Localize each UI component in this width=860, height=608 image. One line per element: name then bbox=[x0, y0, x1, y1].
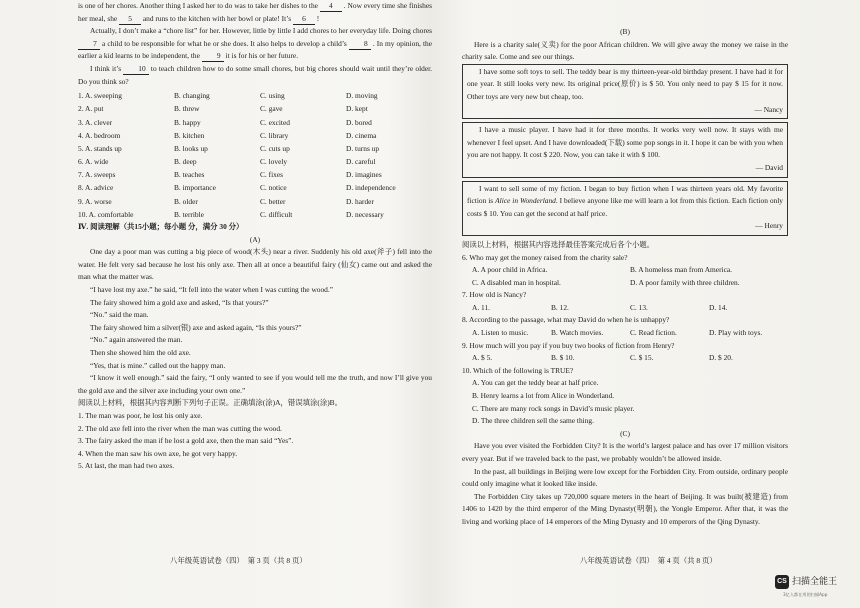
option-row-8: 8. A. advice B. importance C. notice D. independence bbox=[78, 183, 396, 193]
blank-10: 10 bbox=[123, 64, 148, 75]
cloze-paragraph-3: I think it’s 10 to teach children how to do some small chores, but big chores should wait until they’re older. Do you think so? bbox=[78, 63, 432, 86]
section-title-reading: Ⅳ. 阅读理解（共15小题；每小题 分，满分 30 分） bbox=[78, 222, 244, 232]
passage-c-paragraph-2: In the past, all buildings in Beijing were low except for the Forbidden City. From outside, ordinary people could only imagine what it looked like inside. bbox=[462, 466, 788, 489]
cloze-paragraph-1: is one of her chores. Another thing I asked her to do was to take her dishes to the 4 . Now every time she finishes her meal, she 5 and runs to the kitchen with her bowl or plate! It’s 6 ! bbox=[78, 1, 432, 23]
passage-c-paragraph-1: Have you ever visited the Forbidden City? It is the world’s largest palace and has over 17 million visitors every year. But if we traveled back to the past, we probably wouldn’t be allowed inside. bbox=[462, 441, 788, 463]
ad-nancy bbox=[462, 64, 788, 119]
ad-david bbox=[462, 122, 788, 177]
story-paragraph-8: “Yes, that is mine.” called out the happy man. bbox=[90, 360, 226, 370]
page-footer-right: 八年级英语试卷（四） 第 4 页（共 8 页） bbox=[580, 556, 717, 565]
ad-henry bbox=[462, 181, 788, 236]
tf-question-5: 5. At last, the man had two axes. bbox=[78, 461, 175, 471]
option-10-a: A. You can get the teddy bear at half price. bbox=[472, 378, 599, 388]
question-6: 6. Who may get the money raised from the charity sale? bbox=[462, 252, 628, 262]
ad-text: I have a music player. I have had it for three months. It works very well now. It stays with me whenever I feel upset. And I have downloaded(下载) some pop songs in it. I hope it can be with you when you are not happy. It cost $ 220. Now, you can take it with $ 100. bbox=[467, 125, 783, 160]
charity-intro: Here is a charity sale(义卖) for the poor African children. We will give away the money we raise in the charity sale. Come and see our things. bbox=[462, 39, 788, 62]
option-row-1: 1. A. sweeping B. changing C. using D. moving bbox=[78, 91, 378, 101]
question-8: 8. According to the passage, what may David do when he is unhappy? bbox=[462, 315, 670, 325]
options-9: A. $ 5. B. $ 10. C. $ 15. D. $ 20. bbox=[472, 353, 733, 363]
blank-4: 4 bbox=[320, 1, 342, 12]
option-row-2: 2. A. put B. threw C. gave D. kept bbox=[78, 104, 368, 114]
ad-signature: — Henry bbox=[755, 221, 783, 231]
question-10: 10. Which of the following is TRUE? bbox=[462, 365, 574, 375]
blank-8: 8 bbox=[349, 39, 371, 50]
story-paragraph-2: “I have lost my axe.” he said, “It fell into the water when I was cutting the wood.” bbox=[90, 285, 333, 294]
page-4 bbox=[462, 0, 788, 560]
tf-question-1: 1. The man was poor, he lost his only axe. bbox=[78, 410, 203, 420]
story-paragraph-4: “No.” said the man. bbox=[90, 310, 149, 320]
option-10-d: D. The three children sell the same thing. bbox=[472, 416, 594, 426]
story-paragraph-7: Then she showed him the old axe. bbox=[90, 347, 191, 357]
question-9: 9. How much will you pay if you buy two books of fiction from Henry? bbox=[462, 340, 675, 350]
story-paragraph-5: The fairy showed him a silver(银) axe and asked again, “Is this yours?” bbox=[90, 322, 302, 332]
blank-6: 6 bbox=[293, 14, 315, 25]
ad-signature: — Nancy bbox=[754, 104, 783, 114]
watermark-app-name: 扫描全能王 bbox=[792, 577, 838, 587]
option-row-10: 10. A. comfortable B. terrible C. difficult D. necessary bbox=[78, 209, 384, 219]
story-paragraph-9: “I know it well enough.” said the fairy, “I only wanted to see if you would tell me the truth, and now I’ll give you the gold axe and the silver axe including your own one.” bbox=[78, 373, 432, 395]
question-7: 7. How old is Nancy? bbox=[462, 290, 527, 300]
page-3 bbox=[78, 0, 432, 560]
options-6-row-1: A. A poor child in Africa. B. A homeless man from America. bbox=[472, 265, 733, 275]
section-label-c: (C) bbox=[620, 428, 630, 438]
ad-text: I want to sell some of my fiction. I began to buy fiction when I was thirteen years old. My favorite fiction is Alice in Wonderland. I believe anyone like me will learn a lot from this fiction. Each fiction only costs $ 10. You can get the second at half price. bbox=[467, 183, 783, 218]
story-paragraph-3: The fairy showed him a gold axe and asked, “Is that yours?” bbox=[90, 297, 269, 307]
option-row-3: 3. A. clever B. happy C. excited D. bored bbox=[78, 117, 372, 127]
options-7: A. 11. B. 12. C. 13. D. 14. bbox=[472, 302, 728, 312]
passage-c-paragraph-3: The Forbidden City takes up 720,000 square meters in the heart of Beijing. It was built(被建造) from 1406 to 1420 by the third emperor of the Ming Dynasty(明朝), the Yongle Emperor. After that, it was the living and working place of 14 emperors of the Ming Dynasty and 10 emperors of the Qing Dynasty. bbox=[462, 491, 788, 526]
cloze-paragraph-2: Actually, I don’t make a “chore list” for her. However, little by little I add chores to her everyday life. Doing chores 7 a child to be responsible for what he or she does. It also helps to develop a child’s 8 . In my opinion, the earlier a kid learns to be independent, the 9 it is for his or her future. bbox=[78, 26, 432, 61]
ad-signature: — David bbox=[755, 162, 783, 172]
cloze-options bbox=[78, 89, 432, 221]
story-paragraph-1: One day a poor man was cutting a big piece of wood(木头) near a river. Suddenly his old axe(斧子) fell into the water. He felt very sad because he lost his only axe. Then all at once a beautiful fairy (仙女) came out and asked the man what the matter was. bbox=[78, 247, 432, 282]
option-10-b: B. Henry learns a lot from Alice in Wonderland. bbox=[472, 391, 615, 401]
option-row-7: 7. A. sweeps B. teaches C. fixes D. imagines bbox=[78, 170, 382, 180]
section-label-a: (A) bbox=[249, 234, 261, 244]
book-title: Alice in Wonderland bbox=[495, 196, 556, 206]
ad-text: I have some soft toys to sell. The teddy bear is my thirteen-year-old birthday present. I have had it for one year. It still looks very new. Its original price(原价) is $ 50. You only need to pay $ 15 for it now. Other toys are very new but cheap, too. bbox=[467, 66, 783, 101]
options-6-row-2: C. A disabled man in hospital. D. A poor family with three children. bbox=[472, 277, 740, 287]
page-footer-left: 八年级英语试卷（四） 第 3 页（共 8 页） bbox=[170, 556, 307, 565]
options-8: A. Listen to music. B. Watch movies. C. Read fiction. D. Play with toys. bbox=[472, 328, 763, 338]
option-row-9: 9. A. worse B. older C. better D. harder bbox=[78, 196, 374, 206]
watermark-tagline: 3亿人都在用的扫描App bbox=[783, 592, 828, 597]
blank-9: 9 bbox=[202, 51, 224, 62]
option-row-5: 5. A. stands up B. looks up C. cuts up D. turns up bbox=[78, 143, 380, 153]
tf-question-2: 2. The old axe fell into the river when the man was cutting the wood. bbox=[78, 423, 282, 433]
blank-5: 5 bbox=[119, 14, 141, 25]
tf-question-4: 4. When the man saw his own axe, he got very happy. bbox=[78, 448, 238, 458]
option-10-c: C. There are many rock songs in David’s music player. bbox=[472, 403, 635, 413]
camscanner-logo-icon: CS bbox=[775, 575, 789, 589]
instruction-b: 阅读以上材料，根据其内容选择最佳答案完成后各个小题。 bbox=[462, 239, 655, 249]
section-label-b: (B) bbox=[620, 27, 630, 36]
scanner-watermark bbox=[775, 573, 855, 603]
blank-7: 7 bbox=[78, 39, 100, 50]
tf-question-3: 3. The fairy asked the man if he lost a gold axe, then the man said “Yes”. bbox=[78, 436, 294, 446]
story-paragraph-6: “No.” again answered the man. bbox=[90, 335, 183, 345]
instruction-a: 阅读以上材料，根据其内容判断下列句子正误。正确填涂(涂)A，错误填涂(涂)B。 bbox=[78, 398, 343, 408]
option-row-4: 4. A. bedroom B. kitchen C. library D. cinema bbox=[78, 130, 377, 140]
option-row-6: 6. A. wide B. deep C. lovely D. careful bbox=[78, 157, 376, 167]
